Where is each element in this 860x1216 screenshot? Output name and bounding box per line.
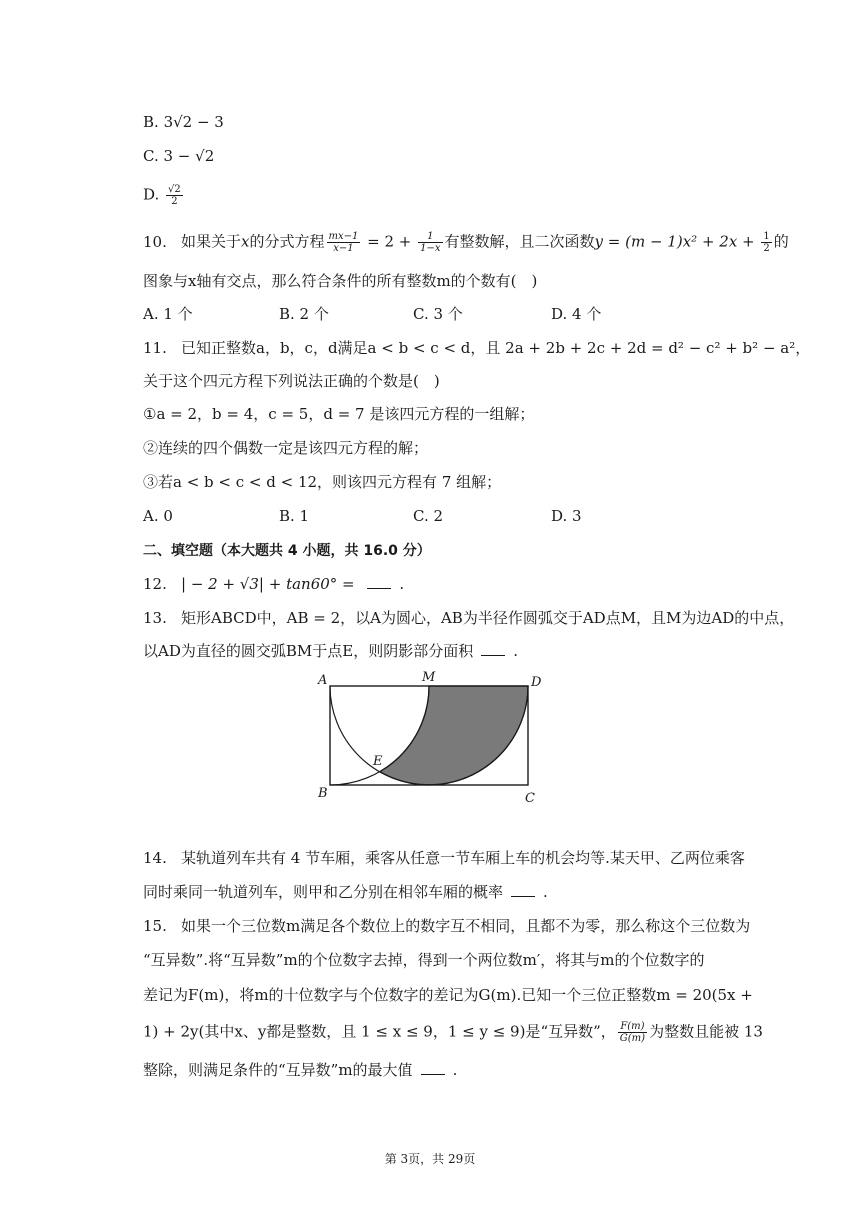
- question-15-line4: 1) + 2y(其中x、y都是整数，且 1 ≤ x ≤ 9，1 ≤ y ≤ 9)是“互异数”， $\frac{F(m)}{G(m)}$ 为整数且能被 13: [143, 1021, 763, 1044]
- option-c: C. 2: [413, 507, 444, 525]
- question-14-line1: 14. 某轨道列车共有 4 节车厢，乘客从任意一节车厢上车的机会均等.某天甲、乙两位乘客: [143, 849, 745, 867]
- label-m: M: [422, 670, 436, 685]
- option-d-prev: [143, 184, 185, 207]
- question-13-line1: 13. 矩形ABCD中，AB = 2，以A为圆心，AB为半径作圆弧交于AD点M，且M为边AD的中点，: [143, 609, 795, 627]
- option-expression: 3 − √2: [163, 147, 215, 165]
- option-label: B.: [143, 113, 164, 131]
- question-12: 12. | − 2 + √3| + tan60° = .: [143, 575, 405, 593]
- shaded-region: [380, 686, 528, 785]
- fraction: $\frac{F(m)}{G(m)}$: [619, 1021, 646, 1044]
- label-d: D: [531, 675, 542, 690]
- question-15-line5: 整除，则满足条件的“互异数”m的最大值 .: [143, 1061, 458, 1079]
- option-expression: 3√2 − 3: [163, 113, 224, 131]
- option-d: D. 4 个: [551, 305, 602, 323]
- question-13-line2: 以AD为直径的圆交弧BM于点E，则阴影部分面积 .: [143, 642, 518, 660]
- fraction: $\frac{1}{2}$: [763, 231, 770, 254]
- fraction: $\frac{1}{1-x}$: [420, 231, 441, 254]
- option-b-prev: [143, 112, 224, 132]
- question-11-statement-1: ①a = 2，b = 4，c = 5，d = 7 是该四元方程的一组解；: [143, 405, 535, 423]
- option-label: C.: [143, 147, 164, 165]
- question-number: 12.: [143, 575, 167, 593]
- question-number: 15.: [143, 917, 167, 935]
- geometry-figure: [310, 664, 560, 810]
- answer-blank: [421, 1060, 445, 1075]
- option-label: D.: [143, 185, 165, 204]
- question-11-line1: 11. 已知正整数a，b，c，d满足a < b < c < d，且 2a + 2b + 2c + 2d = d² − c² + b² − a²，: [143, 339, 811, 357]
- question-14-line2: 同时乘同一轨道列车，则甲和乙分别在相邻车厢的概率 .: [143, 883, 548, 901]
- answer-blank: [481, 641, 505, 656]
- question-15-line1: 15. 如果一个三位数m满足各个数位上的数字互不相同，且都不为零，那么称这个三位数为: [143, 917, 751, 935]
- label-b: B: [318, 786, 328, 801]
- question-number: 11.: [143, 339, 167, 357]
- question-number: 10.: [143, 232, 167, 251]
- answer-blank: [511, 882, 535, 897]
- option-d: D. 3: [551, 507, 582, 525]
- fraction: $\frac{mx-1}{x-1}$: [328, 231, 359, 254]
- question-10-line2: 图象与x轴有交点，那么符合条件的所有整数m的个数有( ): [143, 272, 538, 290]
- question-number: 14.: [143, 849, 167, 867]
- question-11-statement-3: ③若a < b < c < d < 12，则该四元方程有 7 组解；: [143, 473, 502, 491]
- fraction: $\frac{√2}{2}$: [168, 184, 181, 207]
- option-b: B. 1: [279, 507, 310, 525]
- page-footer: 第 3页，共 29页: [384, 1152, 476, 1166]
- answer-blank: [367, 574, 391, 589]
- label-c: C: [525, 791, 535, 806]
- label-e: E: [373, 754, 383, 769]
- option-b: B. 2 个: [279, 305, 329, 323]
- question-15-line2: “互异数”.将“互异数”m的个位数字去掉，得到一个两位数m′，将其与m的个位数字的: [143, 951, 705, 969]
- question-11-statement-2: ②连续的四个偶数一定是该四元方程的解；: [143, 439, 429, 457]
- question-number: 13.: [143, 609, 167, 627]
- question-11-line2: 关于这个四元方程下列说法正确的个数是( ): [143, 372, 440, 390]
- label-a: A: [318, 673, 328, 688]
- option-a: A. 0: [143, 507, 173, 525]
- question-10-line1: 10. 如果关于x的分式方程 $\frac{mx-1}{x-1}$ = 2 + $\frac{1}{1-x}$ 有整数解，且二次函数y = (m − 1)x² + 2x + $\frac{1}{2}$ 的: [143, 231, 789, 254]
- section-heading: 二、填空题（本大题共 4 小题，共 16.0 分）: [143, 543, 431, 559]
- option-a: A. 1 个: [143, 305, 193, 323]
- option-c: C. 3 个: [413, 305, 463, 323]
- option-c-prev: [143, 146, 214, 166]
- question-15-line3: 差记为F(m)，将m的十位数字与个位数字的差记为G(m).已知一个三位正整数m = 20(5x +: [143, 986, 753, 1004]
